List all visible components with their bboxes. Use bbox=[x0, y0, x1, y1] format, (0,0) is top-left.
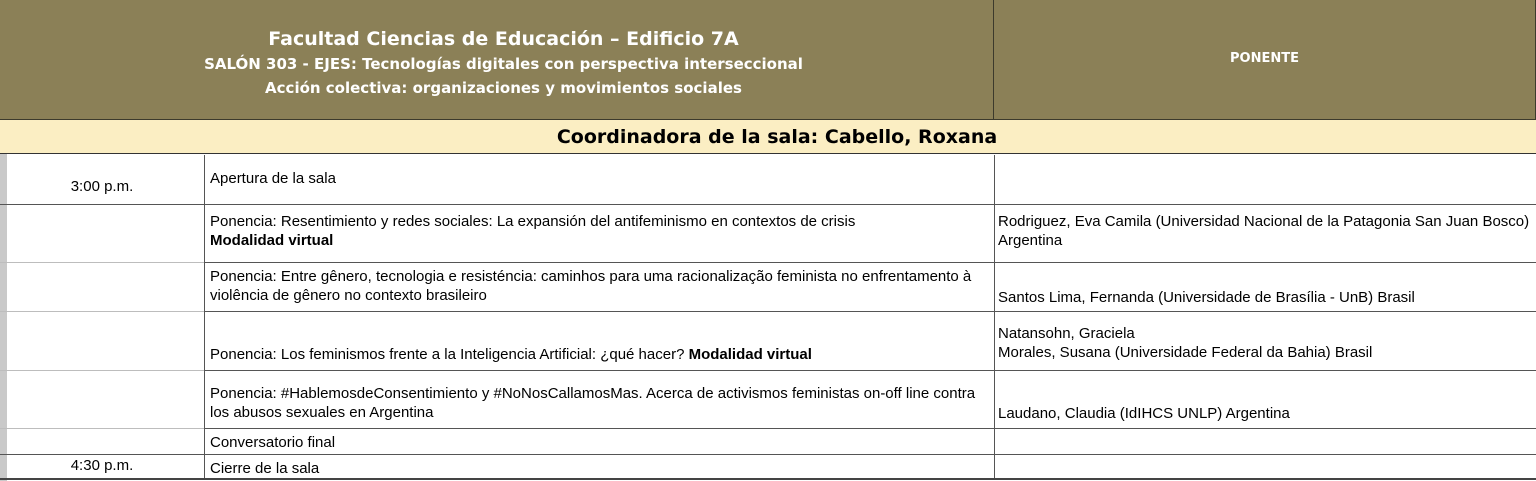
header-subtitle-room: SALÓN 303 - EJES: Tecnologías digitales con perspectiva interseccional bbox=[204, 55, 803, 73]
coordinator-cell[interactable] bbox=[0, 120, 1536, 154]
activity-cell[interactable] bbox=[204, 205, 994, 262]
header-title: Facultad Ciencias de Educación – Edificio 7A bbox=[268, 28, 739, 50]
activity-text: Ponencia: Resentimiento y redes sociales: La expansión del antifeminismo en contextos de crisis bbox=[210, 213, 856, 230]
activity-text: Ponencia: Los feminismos frente a la Inteligencia Artificial: ¿qué hacer? bbox=[210, 346, 685, 363]
activity-text: Ponencia: #HablemosdeConsentimiento y #NoNosCallamosMas. Acerca de activismos feministas on-off line contra los abusos sexuales en Argentina bbox=[210, 385, 976, 421]
activity-text: Cierre de la sala bbox=[210, 460, 320, 477]
header-ponente-cell[interactable] bbox=[994, 0, 1536, 120]
activity-text: Ponencia: Entre gênero, tecnologia e resisténcia: caminhos para uma racionalização feminista no enfrentamento à violência de gênero no contexto brasileiro bbox=[210, 268, 972, 304]
ponente-cell[interactable] bbox=[994, 155, 1536, 204]
ponente-text: Morales, Susana (Universidade Federal da Bahia) Brasil bbox=[998, 344, 1373, 361]
activity-cell[interactable] bbox=[204, 263, 994, 311]
header-subtitle-axis: Acción colectiva: organizaciones y movimientos sociales bbox=[265, 79, 742, 97]
time-cell[interactable]: 4:30 p.m. bbox=[70, 457, 134, 474]
ponente-cell[interactable] bbox=[994, 455, 1536, 478]
coordinator-label: Coordinadora de la sala: Cabello, Roxana bbox=[556, 126, 998, 148]
ponente-column-header: PONENTE bbox=[1230, 50, 1299, 66]
activity-cell[interactable] bbox=[204, 312, 994, 370]
ponente-text: Natansohn, Graciela bbox=[998, 325, 1135, 342]
activity-cell[interactable] bbox=[204, 455, 994, 478]
activity-cell[interactable] bbox=[204, 429, 994, 454]
ponente-text: Rodriguez, Eva Camila (Universidad Nacional de la Patagonia San Juan Bosco) Argentina bbox=[998, 213, 1530, 249]
ponente-cell[interactable] bbox=[994, 263, 1536, 311]
gridline bbox=[0, 428, 204, 429]
modality-badge: Modalidad virtual bbox=[210, 232, 334, 249]
ponente-cell[interactable] bbox=[994, 312, 1536, 370]
ponente-cell[interactable] bbox=[994, 429, 1536, 454]
header-title-cell[interactable] bbox=[0, 0, 994, 120]
time-cell[interactable]: 3:00 p.m. bbox=[70, 178, 134, 195]
activity-cell[interactable] bbox=[204, 371, 994, 428]
ponente-text: Santos Lima, Fernanda (Universidade de Brasília - UnB) Brasil bbox=[998, 289, 1415, 306]
ponente-cell[interactable] bbox=[994, 371, 1536, 428]
gridline bbox=[0, 262, 204, 263]
ponente-cell[interactable] bbox=[994, 205, 1536, 262]
gridline bbox=[0, 370, 204, 371]
gridline bbox=[0, 311, 204, 312]
modality-badge: Modalidad virtual bbox=[688, 346, 812, 363]
row-divider bbox=[0, 478, 1536, 480]
activity-text: Apertura de la sala bbox=[210, 170, 336, 187]
activity-text: Conversatorio final bbox=[210, 434, 336, 451]
ponente-text: Laudano, Claudia (IdIHCS UNLP) Argentina bbox=[998, 405, 1290, 422]
activity-cell[interactable] bbox=[204, 155, 994, 204]
